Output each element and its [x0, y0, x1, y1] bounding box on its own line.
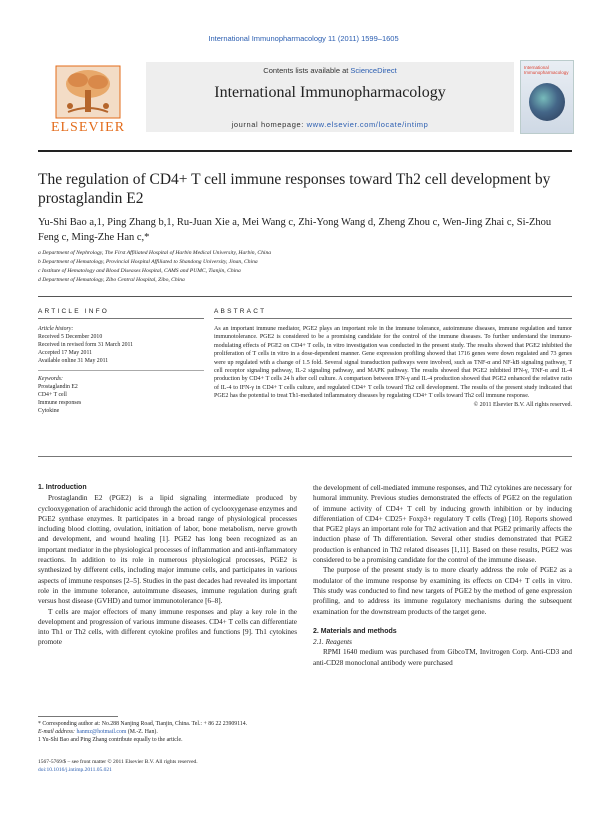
history-received: Received 5 December 2010 — [38, 334, 103, 341]
sciencedirect-link[interactable]: ScienceDirect — [350, 66, 397, 75]
journal-homepage — [146, 120, 514, 129]
history-online: Available online 31 May 2011 — [38, 358, 109, 365]
keywords-title: Keywords: — [38, 376, 63, 382]
journal-title: International Immunopharmacology — [214, 84, 446, 101]
publisher-name: ELSEVIER — [50, 120, 126, 135]
copyright-line: © 2011 Elsevier B.V. All rights reserved. — [473, 401, 572, 408]
keywords — [38, 375, 204, 415]
equal-contribution-note: 1 Yu-Shi Bao and Ping Zhang contribute equally to the article. — [38, 737, 183, 743]
intro-paragraph-2: T cells are major effectors of many immune responses and play a key role in the development and progression of various immune diseases. CD4+ T cells can differentiate into Th1 or Th2 cells, with different cytokine profiles and functions [9]. Th1 cytokines promote — [38, 607, 297, 647]
reagents-paragraph: RPMI 1640 medium was purchased from GibcoTM, Invitrogen Corp. Anti-CD3 and anti-CD28 monoclonal antibody were purchased — [313, 648, 572, 667]
journal-cover-thumbnail — [520, 60, 574, 134]
homepage-link[interactable]: www.elsevier.com/locate/intimp — [306, 120, 429, 129]
email-link[interactable]: hanmz@hotmail.com — [76, 729, 127, 735]
intro-paragraph-4: The purpose of the present study is to more clearly address the role of PGE2 as a modulator of the immune response by examining its effects on CD4+ T cells in vitro. This study was conducted to find new targets of PGE2 by the method of gene expression profiling, and to address its immune regulatory mechanisms during the subsequent examination for the downstream products of the target gene. — [313, 566, 572, 616]
journal-reference[interactable]: International Immunopharmacology 11 (2011) 1599–1605 — [208, 34, 399, 43]
header-divider — [38, 150, 572, 152]
keyword-item: Prostaglandin E2 — [38, 384, 78, 391]
footnotes — [38, 720, 297, 744]
keyword-item: CD4+ T cell — [38, 392, 67, 399]
email-suffix: (M.-Z. Han). — [127, 729, 158, 735]
abstract-heading: ABSTRACT — [214, 308, 267, 315]
article-title: The regulation of CD4+ T cell immune responses toward Th2 cell development by prostaglandin E2 — [38, 171, 551, 207]
article-history — [38, 325, 204, 365]
contents-line — [146, 66, 514, 75]
abstract-body — [214, 325, 572, 409]
issn-line: 1567-5769/$ – see front matter © 2011 Elsevier B.V. All rights reserved. — [38, 759, 198, 765]
abstract-divider — [38, 456, 572, 457]
intro-heading: 1. Introduction — [38, 484, 87, 491]
corresponding-author: * Corresponding author at: No.288 Nanjing Road, Tianjin, China. Tel.: + 86 22 23909114. — [38, 721, 248, 727]
contents-prefix: Contents lists available at — [263, 66, 349, 75]
intro-paragraph-1: Prostaglandin E2 (PGE2) is a lipid signaling intermediate produced by cyclooxygenation of arachidonic acid through the action of cyclooxygenase enzymes and PGE2 synthase enzymes. It participates in a broad range of physiological processes including blood clotting, ovulation, initiation of labor, bone metabolism, nerve growth and development, and wound healing [1]. PGE2 has long been recognized as an important mediator in the physiological processes of inflammation and anti-inflammatory reactions. In addition to its role in numerous physiological processes, PGE2 is synthesized by different cells, including major immune cells, and participates in various aspects of immune responses [2–5]. Studies in the past decades had revealed its important role in the immune tolerance, autoimmune diseases, immune regulation during graft versus host disease (GVHD) and tumor immunotolerance [6–8]. — [38, 494, 297, 606]
reagents-heading: 2.1. Reagents — [313, 638, 352, 647]
history-title: Article history: — [38, 326, 74, 332]
affiliation-d: d Department of Hematology, Zibo Central Hospital, Zibo, China — [38, 277, 185, 283]
cover-image — [529, 83, 565, 121]
email-line — [38, 728, 297, 736]
issn-block — [38, 759, 297, 774]
doi-link[interactable]: doi:10.1016/j.intimp.2011.05.021 — [38, 766, 112, 773]
intro-paragraph-3: the development of cell-mediated immune responses, and Th2 cytokines are necessary for humoral immunity. Previous studies demonstrated the effects of PGE2 on the regulation of immune activity of CD4+ T cell by inducing growth inhibition or by inducing differentiation of CD4+ CD25+ Foxp3+ regulatory T cells (Treg) [10]. Reports showed that PGE2 plays an important role for Th2 activation and that PGE2 primarily affects the induction phase of Th differentiation. Several other studies demonstrated that PGE2 production is enhanced in Th2 related diseases [1,11]. Based on these results, PGE2 was considered to be a promising candidate for the control of the immune disease. — [313, 484, 572, 565]
cover-title: International Immunopharmacology — [524, 65, 569, 75]
affiliation-a: a Department of Nephrology, The First Affiliated Hospital of Harbin Medical University, Harbin, China — [38, 250, 272, 256]
body-column-right — [313, 483, 572, 668]
affiliations — [38, 249, 572, 285]
homepage-prefix: journal homepage: — [231, 120, 304, 129]
history-revised: Received in revised form 31 March 2011 — [38, 342, 134, 349]
info-divider — [38, 296, 572, 297]
keywords-divider — [38, 370, 204, 371]
keyword-item: Immune responses — [38, 400, 82, 407]
footnote-rule — [38, 716, 118, 717]
email-label: E-mail address: — [38, 729, 75, 735]
journal-masthead — [38, 60, 572, 146]
methods-heading: 2. Materials and methods — [313, 627, 397, 635]
article-info-heading: ARTICLE INFO — [38, 308, 110, 315]
body-column-left — [38, 483, 297, 648]
history-accepted: Accepted 17 May 2011 — [38, 350, 93, 357]
keyword-item: Cytokine — [38, 408, 60, 415]
affiliation-b: b Department of Hematology, Provincial Hospital Affiliated to Shandong University, Jinan, China — [38, 259, 258, 265]
article-info-rule — [38, 318, 204, 319]
author-list: Yu-Shi Bao a,1, Ping Zhang b,1, Ru-Juan Xie a, Mei Wang c, Zhi-Yong Wang d, Zheng Zhou c, Wen-Jing Zhai c, Si-Zhou Feng c, Ming-Zhe Han c,* — [38, 217, 552, 243]
affiliation-c: c Institute of Hematology and Blood Diseases Hospital, CAMS and PUMC, Tianjin, China — [38, 268, 241, 274]
abstract-rule — [214, 318, 572, 319]
abstract-text: As an important immune mediator, PGE2 plays an important role in the immune tolerance, autoimmune diseases, immune regulation and tumor immunotolerance. PGE2 is considered to be a promising candidate for the control of the immune diseases. To further understand the immuno-modulating effects of PGE2 on CD4+ T cells, in vitro investigation was conducted in the present study. The results showed that PGE2 inhibited the proliferation of T cells in vitro in a dose-dependent manner. Gene expression profiling showed that 1716 genes were down regulated and 73 genes were up regulated with a change of 1.5 fold. Several signal transduction pathways were involved, such as TNF-α and NF-kB signaling pathway, T cell receptor signaling pathway, IL-2 signaling pathway, and MAPK pathway. The results showed that PGE2 inhibited IFN-γ, TNF-α and IL-4 production by CD4+ T cells 24 h after cell culture. A comparison between IFN-γ and IL-4 production showed that PGE2 enhanced the relative ratio of IL-4 to IFN-γ in CD4+ T cells culture, and regulated CD4+ T cells toward Th2 cell development. The results of the present study indicated that PGE2 has the potential to treat Th1-mediated inflammatory diseases by regulating CD4+ T cells toward Th2 cell immune response. — [214, 326, 572, 400]
